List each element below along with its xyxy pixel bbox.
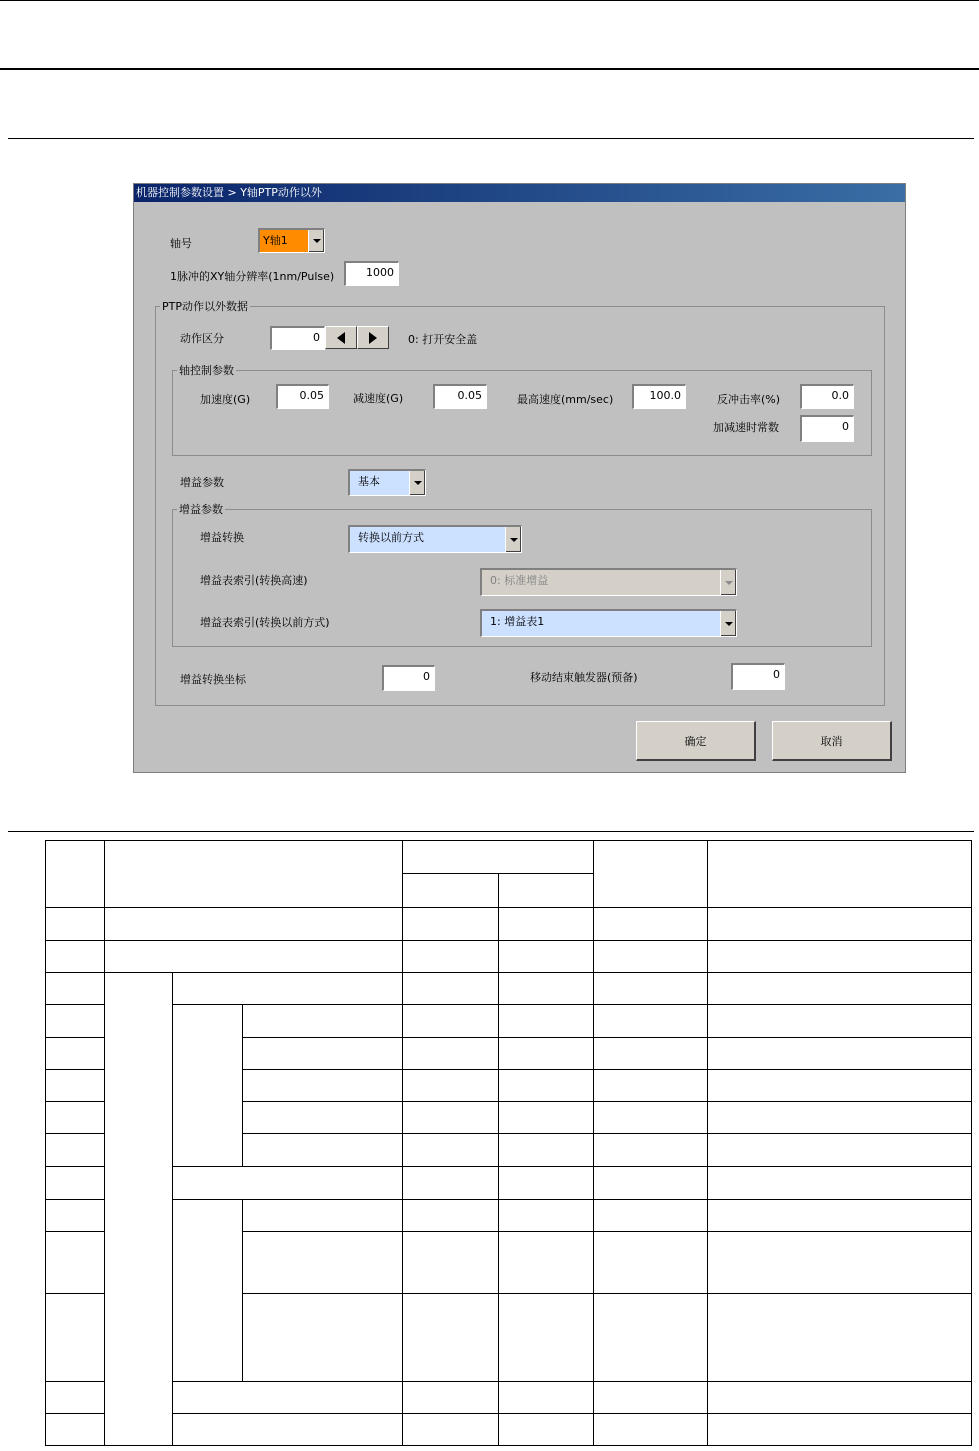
maxspeed-input[interactable]: 100.0	[632, 384, 686, 409]
gain-switch-select-value: 转换以前方式	[358, 531, 424, 544]
table-header-cell	[403, 874, 499, 908]
section-rule	[8, 138, 974, 139]
cancel-button[interactable]: 取消	[772, 721, 892, 761]
parameter-table	[45, 840, 972, 1446]
table-row	[46, 1167, 972, 1200]
table-row	[46, 973, 972, 1005]
arrow-right-icon	[369, 332, 377, 344]
axis-control-group-label: 轴控制参数	[179, 364, 234, 377]
gain-group-label: 增益参数	[179, 503, 223, 516]
recoil-input[interactable]: 0.0	[800, 384, 854, 409]
action-desc: 0: 打开安全盖	[408, 333, 478, 346]
axis-control-group	[172, 370, 872, 456]
axis-select[interactable]	[258, 228, 325, 253]
machine-control-dialog	[133, 183, 906, 773]
table-header-cell	[105, 841, 403, 908]
maxspeed-label: 最高速度(mm/sec)	[517, 393, 614, 406]
table-row	[46, 1005, 972, 1038]
action-prev-button[interactable]	[325, 326, 357, 349]
gain-idx-high-select-value: 0: 标准增益	[490, 574, 549, 587]
table-row	[46, 1382, 972, 1414]
chevron-down-icon[interactable]	[505, 527, 521, 552]
arrow-left-icon	[337, 332, 345, 344]
table-header-cell	[499, 874, 594, 908]
ok-button[interactable]: 确定	[636, 721, 756, 761]
gain-switch-select[interactable]	[348, 525, 522, 553]
gain-coord-input[interactable]: 0	[382, 665, 435, 691]
table-row	[46, 1414, 972, 1446]
gain-idx-prev-label: 增益表索引(转换以前方式)	[200, 616, 330, 629]
gain-param-select[interactable]	[348, 469, 426, 496]
table-row	[46, 941, 972, 973]
gain-idx-prev-select[interactable]	[480, 609, 737, 637]
accel-label: 加速度(G)	[200, 393, 251, 406]
axis-select-value: Y轴1	[263, 234, 288, 247]
chevron-down-icon	[720, 570, 736, 595]
header-rule	[0, 68, 979, 70]
action-input[interactable]: 0	[270, 326, 325, 350]
table-header-row	[46, 841, 972, 874]
action-next-button[interactable]	[357, 326, 389, 349]
top-rule	[0, 0, 979, 1]
resolution-input[interactable]: 1000	[344, 261, 399, 286]
gain-idx-high-select	[480, 568, 737, 596]
action-label: 动作区分	[180, 332, 224, 345]
chevron-down-icon[interactable]	[409, 471, 425, 495]
table-row	[46, 908, 972, 941]
accel-time-label: 加减速时常数	[713, 421, 779, 434]
axis-label: 轴号	[170, 237, 192, 250]
decel-label: 减速度(G)	[353, 392, 404, 405]
table-top-rule	[8, 831, 974, 832]
table-header-cell	[403, 841, 594, 874]
gain-coord-label: 增益转换坐标	[180, 673, 246, 686]
gain-switch-label: 增益转换	[200, 531, 244, 544]
chevron-down-icon[interactable]	[308, 230, 324, 252]
dialog-title: 机器控制参数设置 > Y轴PTP动作以外	[134, 184, 905, 202]
trigger-input[interactable]: 0	[731, 663, 785, 690]
table-row	[46, 1200, 972, 1232]
table-header-cell	[46, 841, 105, 908]
gain-param-select-value: 基本	[358, 475, 380, 488]
accel-time-input[interactable]: 0	[800, 415, 854, 442]
gain-idx-prev-select-value: 1: 增益表1	[490, 615, 545, 628]
recoil-label: 反冲击率(%)	[717, 393, 781, 406]
gain-param-label: 增益参数	[180, 476, 224, 489]
table-header-cell	[708, 841, 972, 908]
decel-input[interactable]: 0.05	[433, 384, 487, 409]
chevron-down-icon[interactable]	[720, 611, 736, 636]
accel-input[interactable]: 0.05	[276, 384, 329, 409]
table-header-cell	[594, 841, 708, 908]
ptp-group-label: PTP动作以外数据	[162, 300, 248, 313]
gain-idx-high-label: 增益表索引(转换高速)	[200, 574, 308, 587]
trigger-label: 移动结束触发器(预备)	[530, 671, 638, 684]
resolution-label: 1脉冲的XY轴分辨率(1nm/Pulse)	[170, 270, 335, 283]
